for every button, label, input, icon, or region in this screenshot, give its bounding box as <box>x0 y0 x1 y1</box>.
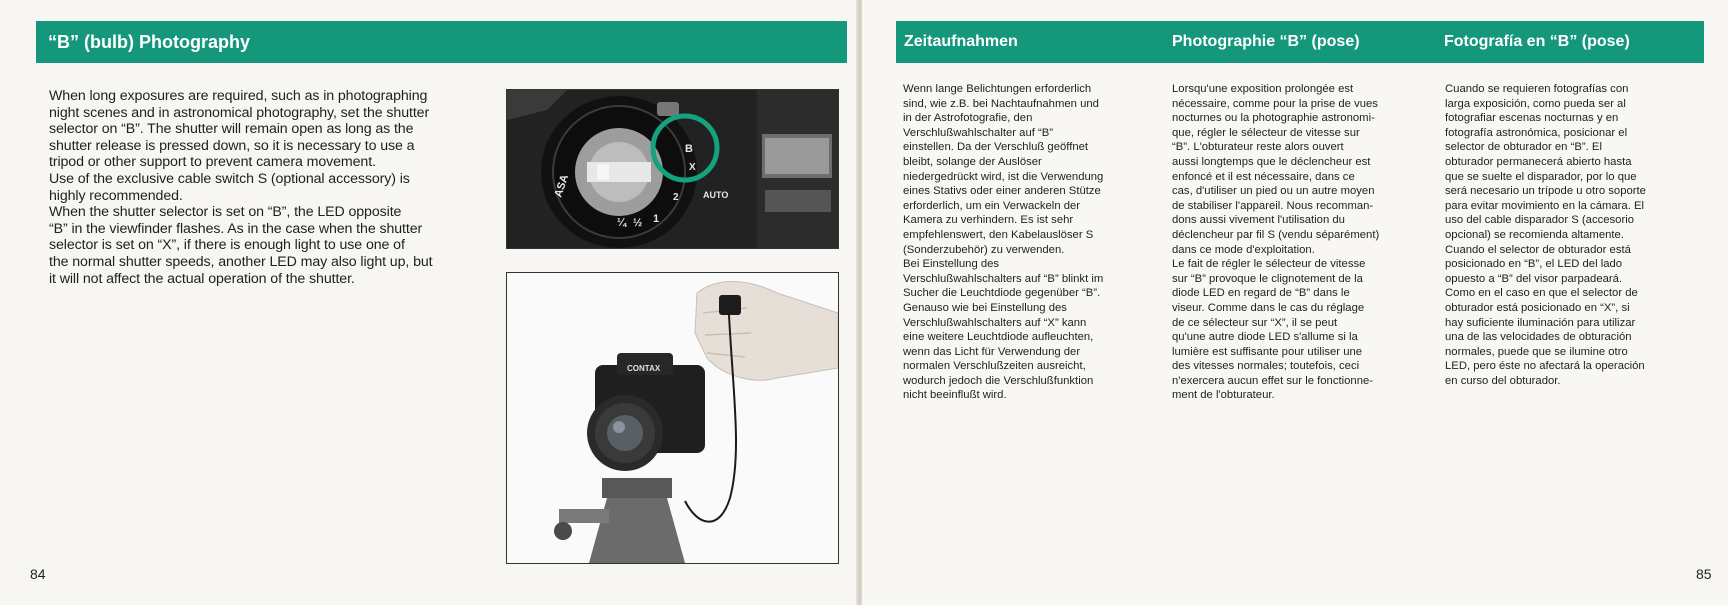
french-body-text: Lorsqu'une exposition prolongée est nécessaire, comme pour la prise de vues nocturnes ou la photographie astronomi- que, régler le sélecteur de vitesse sur “B”. L'obturateur reste alors ouvert aussi longtemps que le déclencheur est enfoncé et il est nécessaire, dans ce cas, d'utiliser un pied ou un autre moyen de stabiliser l'appareil. Nous recomman- dons aussi vivement l'utilisation du déclencheur par fil S (vendu séparément) dans ce mode d'exploitation. Le fait de régler le sélecteur de vitesse sur “B” provoque le clignotement de la diode LED en regard de “B” dans le viseur. Comme dans le cas du réglage de ce sélecteur sur “X”, il se peut qu'une autre diode LED s'allume si la lumière est suffisante pour utiliser une des vitesses normales; toutefois, ceci n'exercera aucun effet sur le fonctionne- ment de l'obturateur. <box>1172 83 1380 402</box>
dial-label-half: ½ <box>633 217 643 229</box>
section-banner <box>36 21 847 63</box>
cable-release-photo <box>506 272 839 564</box>
dial-label-b: B <box>685 143 693 155</box>
multilingual-banner <box>896 21 1704 63</box>
english-body-text: When long exposures are required, such as in photographing night scenes and in astronomical photography, set the shutter selector on “B”. The shutter will remain open as long as the shutter release is pressed down, so it is necessary to use a tripod or other support to prevent camera movement. Use of the exclusive cable switch S (optional accessory) is highly recommended. When the shutter selector is set on “B”, the LED opposite “B” in the viewfinder flashes. As in the case when the shutter selector is set on “X”, if there is enough light to use one of the normal shutter speeds, another LED may also light up, but it will not affect the actual operation of the shutter. <box>49 88 433 287</box>
dial-label-1: 1 <box>653 213 660 225</box>
shutter-dial-illustration <box>507 90 838 248</box>
dial-label-2: 2 <box>673 192 679 203</box>
dial-label-auto: AUTO <box>703 190 729 200</box>
left-page <box>0 0 858 605</box>
section-title: “B” (bulb) Photography <box>48 32 250 52</box>
french-heading: Photographie “B” (pose) <box>1172 33 1360 50</box>
spanish-body-text: Cuando se requieren fotografías con larga exposición, como pueda ser al fotografiar escenas nocturnas y en fotografía astronómica, posicionar el selector de obturador en “B”. El obturador permanecerá abierto hasta que se suelte el disparador, por lo que será necesario un trípode u otro soporte para evitar movimiento en la cámara. El uso del cable disparador S (accesorio opcional) se recomienda altamente. Cuando el selector de obturador está posicionado en “B”, el LED del lado opuesto a “B” del visor parpadeará. Como en el caso en que el selector de obturador está posicionado en “X”, si hay suficiente iluminación para utilizar una de las velocidades de obturación normales, puede que se ilumine otro LED, pero éste no afectará la operación en curso del obturador. <box>1445 83 1646 387</box>
dial-label-x: X <box>689 162 696 173</box>
dial-label-asa: ASA <box>552 173 572 199</box>
page-number-left: 84 <box>30 566 46 582</box>
page-number-right: 85 <box>1696 566 1712 582</box>
dial-label-quarter: ¼ <box>617 217 627 229</box>
shutter-dial-photo <box>506 89 839 249</box>
spanish-heading: Fotografía en “B” (pose) <box>1444 33 1630 50</box>
camera-brand-label: CONTAX <box>627 364 661 373</box>
camera-with-cable-illustration <box>507 273 838 563</box>
german-heading: Zeitaufnahmen <box>904 33 1018 50</box>
german-body-text: Wenn lange Belichtungen erforderlich sind, wie z.B. bei Nachtaufnahmen und in der Astrofotografie, den Verschlußwahlschalter auf “B” einstellen. Da der Verschluß geöffnet bleibt, solange der Auslöser niedergedrückt wird, ist die Verwendung eines Stativs oder einer anderen Stütze erforderlich, um ein Verwackeln der Kamera zu verhindern. Es ist sehr empfehlenswert, den Kabelauslöser S (Sonderzubehör) zu verwenden. Bei Einstellung des Verschlußwahlschalters auf “B” blinkt im Sucher die Leuchtdiode gegenüber “B”. Genauso wie bei Einstellung des Verschlußwahlschalters auf “X” kann eine weitere Leuchtdiode aufleuchten, wenn das Licht für Verwendung der normalen Verschlußzeiten ausreicht, wodurch jedoch die Verschlußfunktion nicht beeinflußt wird. <box>903 83 1104 402</box>
